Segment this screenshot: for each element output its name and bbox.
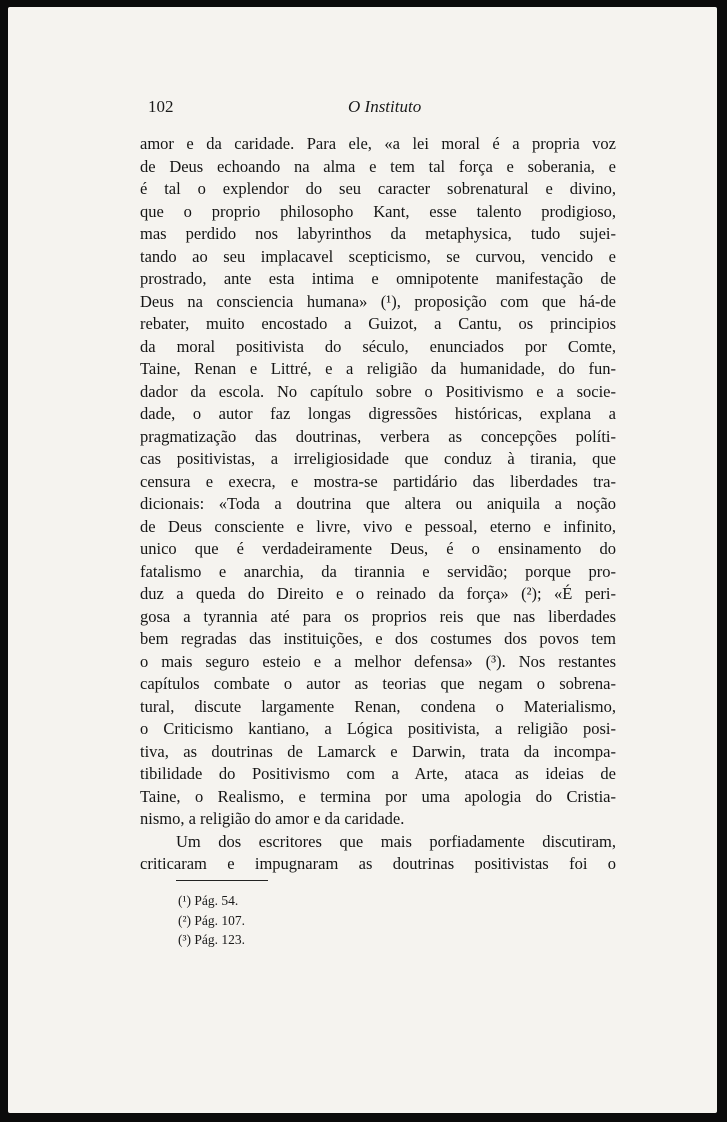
text-line: amor e da caridade. Para ele, «a lei moral é a propria voz — [140, 134, 616, 153]
text-line: dicionais: «Toda a doutrina que altera ou aniquila a noção — [140, 494, 616, 513]
footnote-rule — [176, 880, 268, 881]
footnote-1: (¹) Pág. 54. — [178, 893, 239, 908]
text-line: criticaram e impugnaram as doutrinas positivistas foi o — [140, 854, 616, 873]
footnote-3: (³) Pág. 123. — [178, 932, 246, 947]
text-line: de Deus echoando na alma e tem tal força e soberania, e — [140, 156, 616, 176]
text-line: o Criticismo kantiano, a Lógica positivista, a religião posi- — [140, 719, 616, 738]
text-line: de Deus consciente e livre, vivo e pessoal, eterno e infinito, — [140, 516, 616, 536]
running-title: O Instituto — [348, 97, 422, 116]
text-line: tiva, as doutrinas de Lamarck e Darwin, trata da incompa- — [140, 741, 616, 761]
text-line: capítulos combate o autor as teorias que negam o sobrena- — [140, 674, 616, 693]
text-line: dador da escola. No capítulo sobre o Positivismo e a socie- — [140, 381, 616, 401]
text-line: Deus na consciencia humana» (¹), proposição com que há-de — [140, 291, 616, 311]
text-line: unico que é verdadeiramente Deus, é o ensinamento do — [140, 539, 616, 558]
text-line: tural, discute largamente Renan, condena o Materialismo, — [140, 696, 616, 716]
text-line: nismo, a religião do amor e da caridade. — [140, 809, 405, 828]
text-line: o mais seguro esteio e a melhor defensa» (³). Nos restantes — [140, 651, 616, 671]
text-line: da moral positivista do século, enunciados por Comte, — [140, 336, 616, 356]
footnotes — [178, 891, 378, 950]
text-line: censura e execra, e mostra-se partidário das liberdades tra- — [140, 471, 616, 491]
text-line: que o proprio philosopho Kant, esse talento prodigioso, — [140, 201, 616, 221]
text-line: pragmatização das doutrinas, verbera as concepções políti- — [140, 426, 616, 446]
page-number: 102 — [148, 97, 174, 116]
body-text — [140, 133, 616, 876]
text-line: Um dos escritores que mais porfiadamente discutiram, — [176, 831, 616, 851]
text-line: tando ao seu implacavel scepticismo, se curvou, vencido e — [140, 246, 616, 266]
page-header — [148, 97, 628, 121]
footnote-2: (²) Pág. 107. — [178, 912, 246, 928]
text-line: mas perdido nos labyrinthos da metaphysica, tudo sujei- — [140, 224, 616, 243]
text-line: tibilidade do Positivismo com a Arte, ataca as ideias de — [140, 764, 616, 783]
text-line: duz a queda do Direito e o reinado da força» (²); «É peri- — [140, 584, 616, 603]
text-line: dade, o autor faz longas digressões históricas, explana a — [140, 404, 616, 423]
text-line: Taine, o Realismo, e termina por uma apologia do Cristia- — [140, 786, 616, 806]
text-line: gosa a tyrannia até para os proprios reis que nas liberdades — [140, 606, 616, 626]
text-line: Taine, Renan e Littré, e a religião da humanidade, do fun- — [140, 359, 616, 378]
text-line: é tal o explendor do seu caracter sobrenatural e divino, — [140, 179, 616, 198]
text-line: fatalismo e anarchia, da tirannia e servidão; porque pro- — [140, 561, 616, 581]
text-line: bem regradas das instituições, e dos costumes dos povos tem — [140, 629, 616, 648]
text-line: cas positivistas, a irreligiosidade que conduz à tirania, que — [140, 449, 616, 468]
text-line: rebater, muito encostado a Guizot, a Cantu, os principios — [140, 314, 616, 333]
text-line: prostrado, ante esta intima e omnipotente manifestação de — [140, 269, 616, 288]
